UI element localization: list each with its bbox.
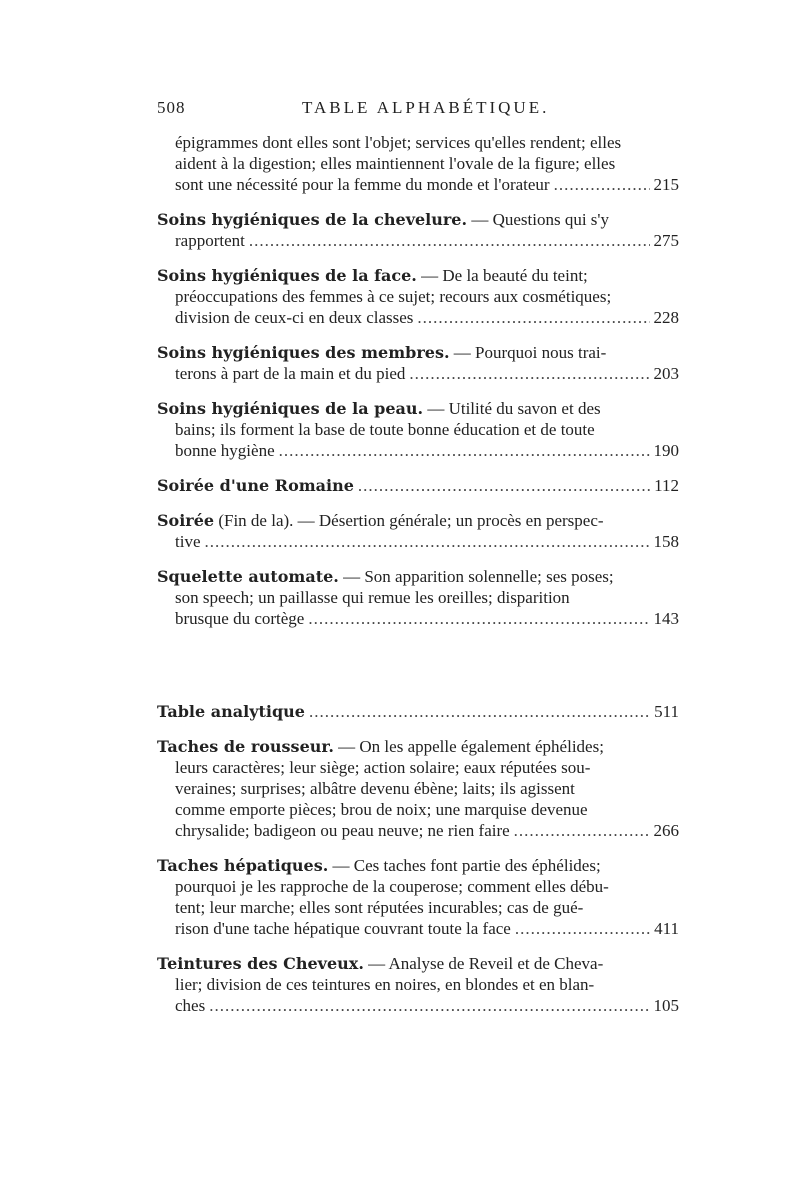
page-number: 508 [157, 98, 186, 117]
entry-text [157, 475, 354, 496]
entry-line [157, 918, 679, 939]
index-term: Soins hygiéniques des membres. [157, 343, 450, 362]
entry-text: chrysalide; badigeon ou peau neuve; ne rien faire [175, 821, 510, 840]
entry-text: division de ceux-ci en deux classes [175, 308, 414, 327]
entry-line [157, 342, 679, 363]
entry-line: son speech; un paillasse qui remue les oreilles; disparition [175, 588, 570, 607]
entry-text: rapportent [175, 231, 245, 250]
leader-dots [209, 995, 649, 1016]
entry-line [157, 475, 679, 496]
index-term: Soins hygiéniques de la face. [157, 266, 417, 285]
entry-line [157, 566, 679, 587]
section-gap [157, 643, 679, 701]
index-entry [157, 132, 679, 195]
entry-text: — Questions qui s'y [467, 210, 609, 229]
index-entry [157, 398, 679, 461]
leader-dots [279, 440, 650, 461]
entry-line: pourquoi je les rapproche de la couperose; comment elles débu- [175, 877, 609, 896]
leader-dots [308, 608, 649, 629]
index-entry [157, 265, 679, 328]
entry-line: comme emporte pièces; brou de noix; une marquise devenue [175, 800, 588, 819]
entry-text: — Ces taches font partie des éphélides; [328, 856, 601, 875]
entry-line: lier; division de ces teintures en noires, en blondes et en blan- [175, 975, 595, 994]
entry-line [157, 855, 679, 876]
entry-text: terons à part de la main et du pied [175, 364, 406, 383]
index-term: Soins hygiéniques de la chevelure. [157, 210, 468, 229]
leader-dots [309, 701, 650, 722]
entry-line [157, 531, 679, 552]
entry-line: tent; leur marche; elles sont réputées incurables; cas de gué- [175, 898, 584, 917]
index-entries [157, 132, 679, 1030]
entry-text: — On les appelle également éphélides; [333, 737, 604, 756]
index-entry [157, 209, 679, 251]
entry-line: veraines; surprises; albâtre devenu ébène; laits; ils agissent [175, 779, 575, 798]
entry-text: — Son apparition solennelle; ses poses; [338, 567, 614, 586]
page-reference: 203 [653, 364, 679, 383]
page-reference: 411 [654, 919, 679, 938]
entry-text: — Analyse de Reveil et de Cheva- [363, 954, 604, 973]
index-entry [157, 701, 679, 722]
leader-dots [554, 174, 650, 195]
page-header [157, 98, 677, 128]
leader-dots [417, 307, 649, 328]
entry-line [157, 953, 679, 974]
entry-text: — De la beauté du teint; [416, 266, 588, 285]
entry-text: tive [175, 532, 201, 551]
leader-dots [515, 918, 650, 939]
entry-line [157, 265, 679, 286]
index-term: Soirée [157, 511, 215, 530]
index-entry [157, 475, 679, 496]
page-reference: 112 [654, 476, 679, 495]
index-term: Squelette automate. [157, 567, 339, 586]
index-entry [157, 736, 679, 841]
entry-line: aident à la digestion; elles maintiennent l'ovale de la figure; elles [175, 154, 616, 173]
running-title: TABLE ALPHABÉTIQUE. [302, 98, 550, 117]
leader-dots [514, 820, 650, 841]
entry-line [157, 174, 679, 195]
entry-text: sont une nécessité pour la femme du monde et l'orateur [175, 175, 550, 194]
page-reference: 190 [653, 441, 679, 460]
entry-text [157, 701, 305, 722]
page-reference: 266 [653, 821, 679, 840]
leader-dots [358, 475, 650, 496]
index-entry [157, 953, 679, 1016]
entry-line [157, 736, 679, 757]
page-reference: 105 [653, 996, 679, 1015]
index-term: Soins hygiéniques de la peau. [157, 399, 424, 418]
entry-line [157, 209, 679, 230]
entry-line: préoccupations des femmes à ce sujet; recours aux cosmétiques; [175, 287, 612, 306]
index-term: Taches hépatiques. [157, 856, 329, 875]
index-term: Soirée d'une Romaine [157, 476, 354, 495]
index-term: Teintures des Cheveux. [157, 954, 364, 973]
entry-line: leurs caractères; leur siège; action solaire; eaux réputées sou- [175, 758, 591, 777]
index-term: Taches de rousseur. [157, 737, 334, 756]
entry-text: ches [175, 996, 206, 1015]
entry-line [157, 440, 679, 461]
entry-line [157, 398, 679, 419]
leader-dots [205, 531, 650, 552]
page-reference: 228 [653, 308, 679, 327]
index-entry [157, 566, 679, 629]
page-reference: 158 [653, 532, 679, 551]
entry-line [157, 820, 679, 841]
entry-line: épigrammes dont elles sont l'objet; services qu'elles rendent; elles [175, 133, 622, 152]
entry-line [157, 307, 679, 328]
entry-line [157, 363, 679, 384]
entry-line [157, 995, 679, 1016]
entry-text: brusque du cortège [175, 609, 305, 628]
index-entry [157, 342, 679, 384]
page-reference: 215 [653, 175, 679, 194]
entry-text: rison d'une tache hépatique couvrant toute la face [175, 919, 511, 938]
entry-text: — Pourquoi nous trai- [449, 343, 607, 362]
index-entry [157, 855, 679, 939]
leader-dots [409, 363, 649, 384]
page-reference: 511 [654, 702, 679, 721]
entry-text: (Fin de la). — Désertion générale; un procès en perspec- [214, 511, 604, 530]
entry-line [157, 230, 679, 251]
index-entry [157, 510, 679, 552]
index-term: Table analytique [157, 702, 305, 721]
entry-line [157, 608, 679, 629]
leader-dots [249, 230, 650, 251]
entry-line [157, 510, 679, 531]
entry-text: bonne hygiène [175, 441, 275, 460]
entry-line: bains; ils forment la base de toute bonne éducation et de toute [175, 420, 595, 439]
page-reference: 143 [653, 609, 679, 628]
entry-text: — Utilité du savon et des [423, 399, 601, 418]
page-reference: 275 [653, 231, 679, 250]
entry-line [157, 701, 679, 722]
